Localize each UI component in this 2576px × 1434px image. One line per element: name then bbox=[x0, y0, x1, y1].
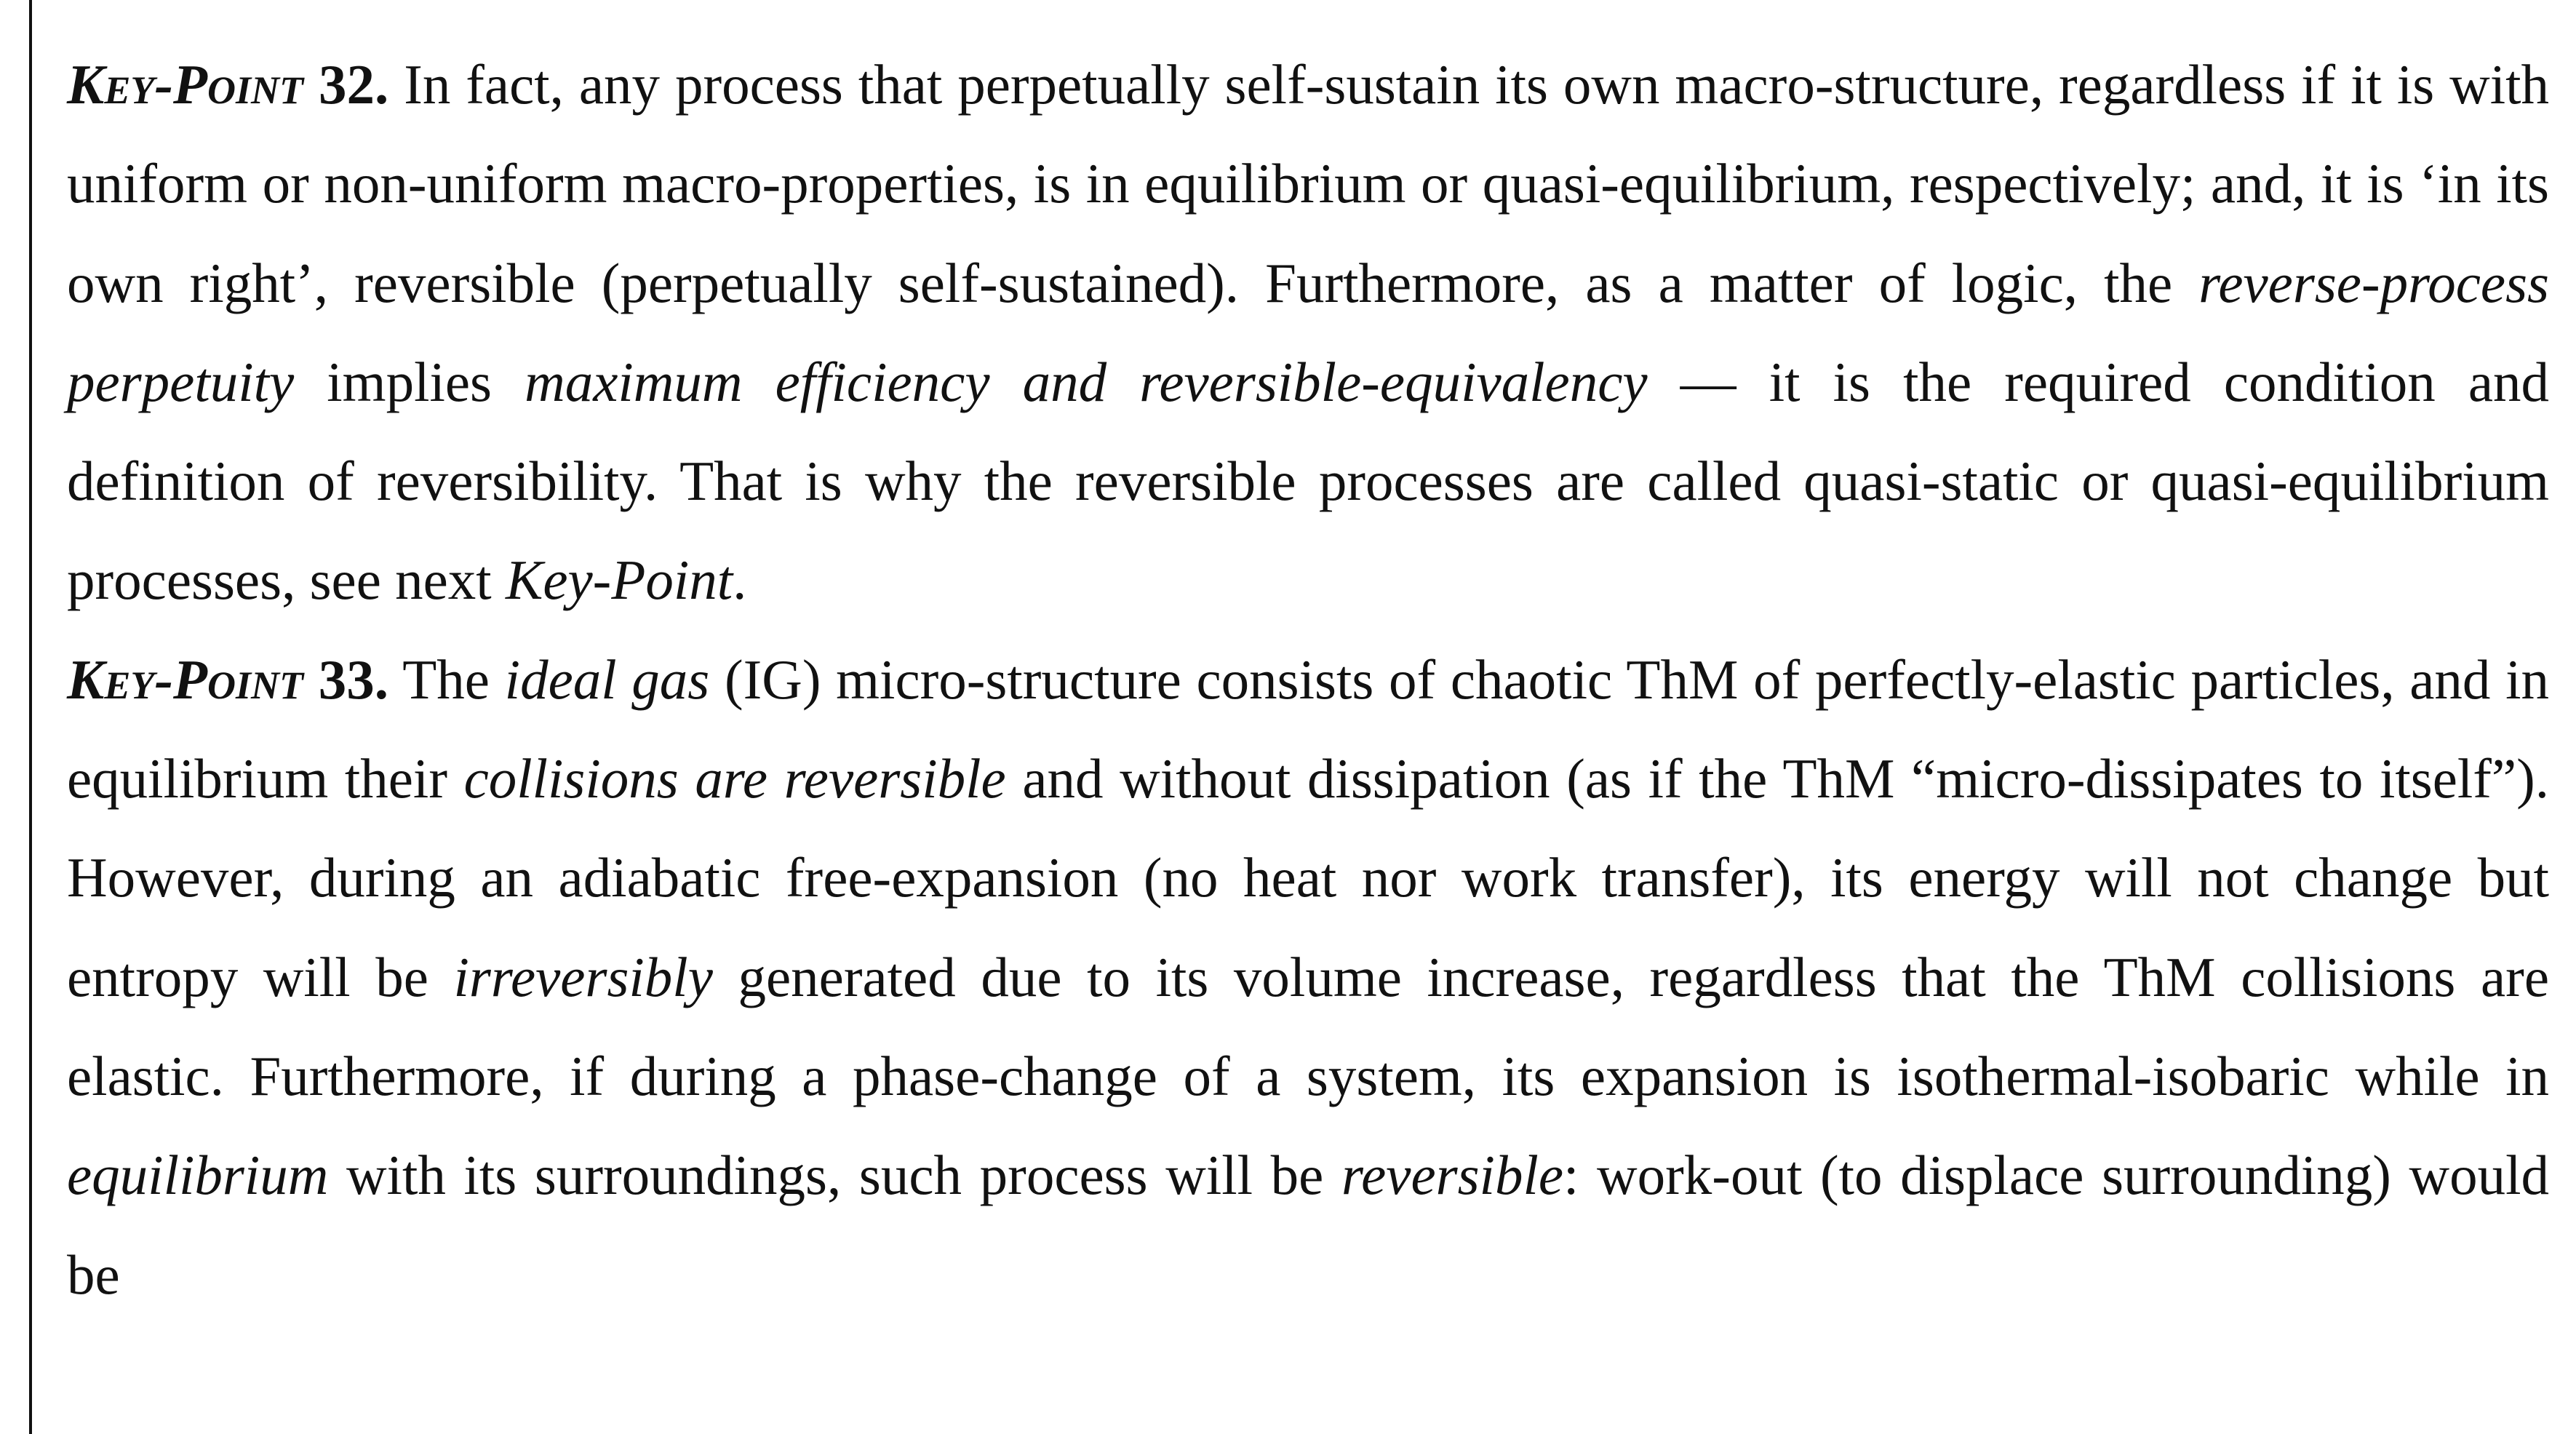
kp33-text-1: The bbox=[388, 648, 505, 711]
kp32-italic-3: Key-Point bbox=[505, 549, 733, 612]
key-point-32-label: Key-Point bbox=[67, 53, 304, 116]
key-point-32-paragraph bbox=[67, 35, 2549, 630]
kp33-italic-4: equilibrium bbox=[67, 1144, 329, 1207]
kp32-italic-1: reverse-process perpetuity bbox=[67, 251, 2549, 413]
kp33-text-2: (IG) micro-structure consists of chaotic ThM of perfectly-elastic particles, and in equilibrium their bbox=[67, 648, 2550, 810]
kp32-italic-2: maximum efficiency and reversible-equivalency bbox=[525, 350, 1648, 413]
key-point-33-paragraph bbox=[67, 630, 2549, 1324]
body-text bbox=[67, 35, 2549, 1324]
kp33-italic-1: ideal gas bbox=[504, 648, 710, 711]
kp32-text-2: implies bbox=[294, 350, 525, 413]
margin-change-bar bbox=[29, 0, 32, 1434]
kp33-text-5: with its surroundings, such process will be bbox=[328, 1144, 1341, 1207]
key-point-33-label: Key-Point bbox=[67, 648, 304, 711]
kp33-italic-5: reversible bbox=[1341, 1144, 1564, 1207]
kp33-text-3: and without dissipation (as if the ThM “micro-dissipates to itself”). However, during an adiabatic free-expansion (no heat nor work transfer), its energy will not change but entropy will be bbox=[67, 747, 2549, 1008]
key-point-32-number: 32. bbox=[303, 53, 389, 116]
kp33-text-4: generated due to its volume increase, regardless that the ThM collisions are elastic. Furthermore, if during a phase-change of a system, its expansion is isothermal-isobaric while in bbox=[67, 945, 2549, 1107]
kp32-text-3: — it is the required condition and definition of reversibility. That is why the reversible processes are called quasi-static or quasi-equilibrium processes, see next bbox=[67, 350, 2549, 612]
kp33-italic-3: irreversibly bbox=[453, 945, 713, 1008]
kp33-italic-2: collisions are reversible bbox=[463, 747, 1006, 810]
kp33-text-6: : work-out (to displace surrounding) would be bbox=[67, 1144, 2549, 1306]
key-point-33-number: 33. bbox=[303, 648, 388, 711]
kp32-text-4: . bbox=[733, 549, 747, 612]
kp32-text-1: In fact, any process that perpetually self-sustain its own macro-structure, regardless if it is with uniform or non-uniform macro-properties, is in equilibrium or quasi-equilibrium, respectively; and, it is ‘in its own right’, reversible (perpetually self-sustained). Furthermore, as a matter of logic, the bbox=[67, 53, 2550, 314]
